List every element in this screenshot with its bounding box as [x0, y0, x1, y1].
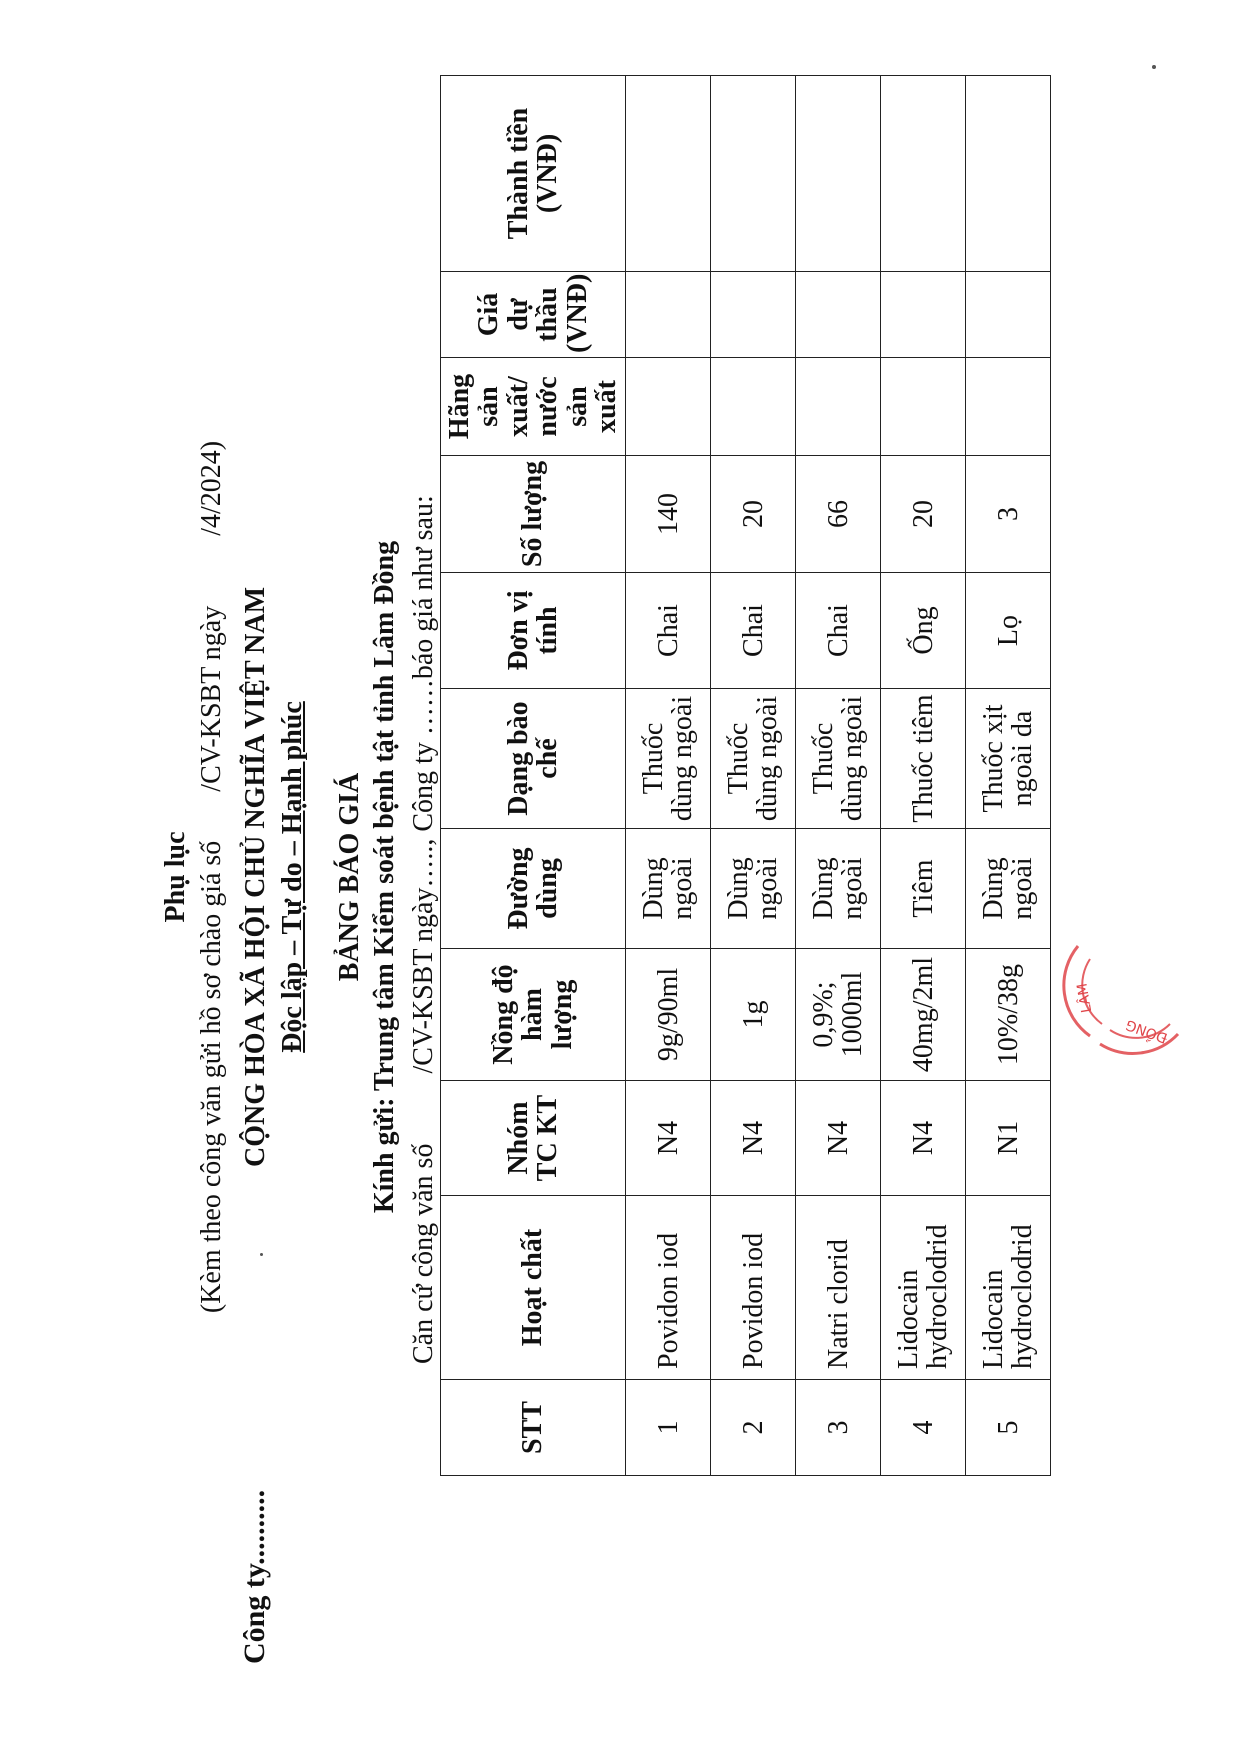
cell-bid-price[interactable]	[626, 272, 711, 358]
cell-unit: Chai	[626, 573, 711, 689]
cell-bid-price[interactable]	[711, 272, 796, 358]
header-quantity: Số lượng	[441, 456, 626, 573]
document-title: BẢNG BÁO GIÁ	[334, 772, 365, 982]
cell-concentration: 1g	[711, 949, 796, 1081]
cell-group: N4	[881, 1081, 966, 1196]
cell-unit: Lọ	[966, 573, 1051, 689]
seal-stamp-icon	[1060, 914, 1210, 1064]
header-bid-price: Giá dự thầu (VNĐ)	[441, 272, 626, 358]
cell-manufacturer[interactable]	[966, 358, 1051, 456]
appendix-title: Phụ lục	[160, 831, 191, 923]
country-name: CỘNG HÒA XÃ HỘI CHỦ NGHĨA VIỆT NAM	[240, 586, 271, 1168]
table-header-row	[441, 76, 626, 1476]
cell-quantity: 140	[626, 456, 711, 573]
cell-route: Dùng ngoài	[796, 829, 881, 949]
cell-stt: 3	[796, 1380, 881, 1476]
cell-total[interactable]	[626, 76, 711, 272]
motto	[277, 0, 309, 1754]
cell-quantity: 20	[711, 456, 796, 573]
header-manufacturer: Hãng sản xuất/ nước sản xuất	[441, 358, 626, 456]
cell-unit: Chai	[711, 573, 796, 689]
header-concentration: Nồng độ hàm lượng	[441, 949, 626, 1081]
cell-group: N4	[711, 1081, 796, 1196]
recipient-line: Kính gửi: Trung tâm Kiểm soát bệnh tật tỉnh Lâm Đồng	[369, 540, 400, 1214]
cell-quantity: 66	[796, 456, 881, 573]
motto-text: Độc lập – Tự do – Hạnh phúc	[277, 701, 308, 1053]
header-active-ingredient: Hoạt chất	[441, 1196, 626, 1380]
cell-dosage-form: Thuốc dùng ngoài	[796, 689, 881, 829]
cell-dosage-form: Thuốc tiêm	[881, 689, 966, 829]
cell-active-ingredient: Povidon iod	[711, 1196, 796, 1380]
header-route: Đường dùng	[441, 829, 626, 949]
cell-concentration: 10%/38g	[966, 949, 1051, 1081]
cell-total[interactable]	[711, 76, 796, 272]
cell-total[interactable]	[796, 76, 881, 272]
cell-bid-price[interactable]	[881, 272, 966, 358]
table-row	[796, 76, 881, 1476]
basis-line: Căn cứ công văn số /CV-KSBT ngày….., Công ty ……báo giá như sau:	[408, 495, 439, 1364]
appendix-subtitle: (Kèm theo công văn gửi hồ sơ chào giá số /CV-KSBT ngày /4/2024)	[196, 440, 227, 1314]
cell-route: Dùng ngoài	[626, 829, 711, 949]
header-unit: Đơn vị tính	[441, 573, 626, 689]
scan-speck	[260, 1253, 263, 1256]
cell-stt: 5	[966, 1380, 1051, 1476]
cell-quantity: 20	[881, 456, 966, 573]
scan-speck	[1152, 65, 1156, 69]
cell-group: N4	[626, 1081, 711, 1196]
cell-bid-price[interactable]	[966, 272, 1051, 358]
table-row	[966, 76, 1051, 1476]
cell-dosage-form: Thuốc xịt ngoài da	[966, 689, 1051, 829]
cell-manufacturer[interactable]	[711, 358, 796, 456]
header-total: Thành tiền (VNĐ)	[441, 76, 626, 272]
cell-stt: 2	[711, 1380, 796, 1476]
cell-active-ingredient: Natri clorid	[796, 1196, 881, 1380]
company-label: Công ty..........	[238, 1489, 271, 1664]
cell-group: N1	[966, 1081, 1051, 1196]
cell-manufacturer[interactable]	[796, 358, 881, 456]
cell-route: Dùng ngoài	[711, 829, 796, 949]
cell-total[interactable]	[881, 76, 966, 272]
cell-manufacturer[interactable]	[881, 358, 966, 456]
header-dosage-form: Dạng bào chế	[441, 689, 626, 829]
cell-active-ingredient: Povidon iod	[626, 1196, 711, 1380]
cell-route: Tiêm	[881, 829, 966, 949]
cell-bid-price[interactable]	[796, 272, 881, 358]
cell-concentration: 0,9%; 1000ml	[796, 949, 881, 1081]
cell-route: Dùng ngoài	[966, 829, 1051, 949]
cell-total[interactable]	[966, 76, 1051, 272]
cell-stt: 4	[881, 1380, 966, 1476]
cell-active-ingredient: Lidocain hydroclodrid	[966, 1196, 1051, 1380]
cell-dosage-form: Thuốc dùng ngoài	[711, 689, 796, 829]
table-row	[881, 76, 966, 1476]
svg-text:LÂM: LÂM	[1074, 981, 1096, 1014]
header-block	[0, 0, 440, 1754]
cell-dosage-form: Thuốc dùng ngoài	[626, 689, 711, 829]
cell-concentration: 40mg/2ml	[881, 949, 966, 1081]
cell-active-ingredient: Lidocain hydroclodrid	[881, 1196, 966, 1380]
header-stt: STT	[441, 1380, 626, 1476]
svg-text:ĐỒNG: ĐỒNG	[1123, 1015, 1170, 1046]
cell-concentration: 9g/90ml	[626, 949, 711, 1081]
cell-unit: Ống	[881, 573, 966, 689]
cell-unit: Chai	[796, 573, 881, 689]
cell-group: N4	[796, 1081, 881, 1196]
quote-table	[440, 75, 1051, 1476]
header-group: Nhóm TC KT	[441, 1081, 626, 1196]
table-row	[711, 76, 796, 1476]
table-row	[626, 76, 711, 1476]
cell-manufacturer[interactable]	[626, 358, 711, 456]
cell-stt: 1	[626, 1380, 711, 1476]
cell-quantity: 3	[966, 456, 1051, 573]
